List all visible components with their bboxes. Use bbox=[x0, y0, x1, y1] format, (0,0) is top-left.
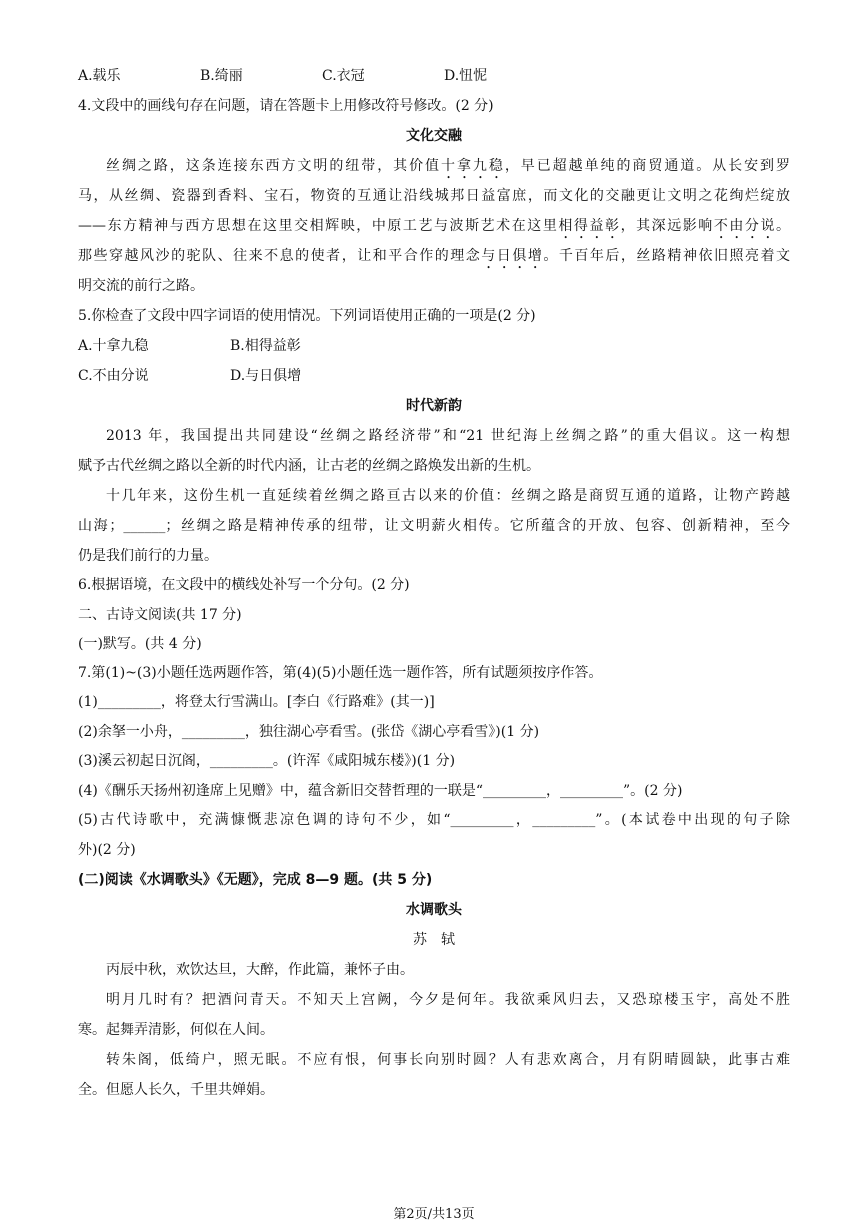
poem-stanza-2-line-1: 转朱阁，低绮户，照无眠。不应有恨，何事长向别时圆？人有悲欢离合，月有阴晴圆缺，此事古难 bbox=[106, 1052, 790, 1068]
q3-option-c: C.衣冠 bbox=[322, 68, 365, 84]
shidai-line-2: 赋予古代丝绸之路以全新的时代内涵，让古老的丝绸之路焕发出新的生机。 bbox=[78, 458, 540, 474]
dotted-word: 相得益彰 bbox=[558, 218, 621, 234]
question-7-4: (4)《酬乐天扬州初逢席上见赠》中，蕴含新旧交替哲理的一联是“_________，_________”。(2 分) bbox=[78, 783, 683, 799]
poem-stanza-1-line-1: 明月几时有？把酒问青天。不知天上宫阙，今夕是何年。我欲乘风归去，又恐琼楼玉宇，高处不胜 bbox=[106, 992, 790, 1008]
poem-stanza-2-line-2: 全。但愿人长久，千里共婵娟。 bbox=[78, 1082, 274, 1098]
text-run: 丝绸之路，这条连接东西方文明的纽带，其价值 bbox=[106, 158, 441, 174]
question-5: 5.你检查了文段中四字词语的使用情况。下列词语使用正确的一项是(2 分) bbox=[78, 308, 536, 324]
q5-option-c: C.不由分说 bbox=[78, 368, 149, 384]
part-2-heading: 二、古诗文阅读(共 17 分) bbox=[78, 607, 242, 623]
shidai-line-4: 山海；______；丝绸之路是精神传承的纽带，让文明薪火相传。它所蕴含的开放、包容、创新精神，至今 bbox=[78, 518, 790, 534]
question-7: 7.第(1)~(3)小题任选两题作答，第(4)(5)小题任选一题作答，所有试题须按序作答。 bbox=[78, 665, 603, 681]
dotted-word: 十拿九稳 bbox=[441, 158, 505, 174]
question-7-5: (5)古代诗歌中，充满慷慨悲凉色调的诗句不少，如“_________，_________”。(本试卷中出现的句子除 bbox=[78, 812, 790, 828]
dotted-word: 与日俱增 bbox=[481, 248, 544, 264]
question-7-1: (1)_________，将登太行雪满山。[李白《行路难》(其一)] bbox=[78, 694, 435, 710]
question-6: 6.根据语境，在文段中的横线处补写一个分句。(2 分) bbox=[78, 577, 410, 593]
q5-option-b: B.相得益彰 bbox=[230, 338, 301, 354]
q3-option-d: D.忸怩 bbox=[444, 68, 488, 84]
q5-option-a: A.十拿九稳 bbox=[78, 338, 149, 354]
poem-preface: 丙辰中秋，欢饮达旦，大醉，作此篇，兼怀子由。 bbox=[106, 962, 414, 978]
wenhua-line-2: 马，从丝绸、瓷器到香料、宝石，物资的互通让沿线城邦日益富庶，而文化的交融更让文明之花绚烂绽放 bbox=[78, 188, 790, 204]
text-run: ——东方精神与西方思想在这里交相辉映，中原工艺与波斯艺术在这里 bbox=[78, 218, 559, 234]
text-run: 。千百年后，丝路精神依旧照亮着文 bbox=[543, 248, 791, 264]
part-2-1-heading: (一)默写。(共 4 分) bbox=[78, 636, 202, 652]
text-run: ，早已超越单纯的商贸通道。从长安到罗 bbox=[504, 158, 791, 174]
dotted-word: 不由分说 bbox=[713, 218, 777, 234]
wenhua-line-1 bbox=[106, 156, 790, 182]
question-7-5-cont: 外)(2 分) bbox=[78, 842, 136, 858]
section-title-wenhua: 文化交融 bbox=[406, 128, 462, 144]
poem-stanza-1-line-2: 寒。起舞弄清影，何似在人间。 bbox=[78, 1022, 274, 1038]
question-4: 4.文段中的画线句存在问题，请在答题卡上用修改符号修改。(2 分) bbox=[78, 98, 494, 114]
wenhua-line-3 bbox=[78, 216, 790, 242]
poem-author: 苏 轼 bbox=[413, 932, 455, 948]
shidai-line-5: 仍是我们前行的力量。 bbox=[78, 548, 218, 564]
text-run: 。 bbox=[776, 218, 791, 234]
poem-title: 水调歌头 bbox=[406, 902, 462, 918]
page-footer: 第2页/共13页 bbox=[393, 1207, 475, 1222]
question-7-2: (2)余拏一小舟，_________，独往湖心亭看雪。(张岱《湖心亭看雪》)(1 分) bbox=[78, 724, 540, 740]
text-run: ，其深远影响 bbox=[620, 218, 714, 234]
q3-option-b: B.绮丽 bbox=[200, 68, 243, 84]
q3-option-a: A.载乐 bbox=[78, 68, 121, 84]
shidai-line-3: 十几年来，这份生机一直延续着丝绸之路亘古以来的价值：丝绸之路是商贸互通的道路，让物产跨越 bbox=[106, 488, 790, 504]
wenhua-line-5: 明交流的前行之路。 bbox=[78, 278, 204, 294]
shidai-line-1: 2013 年，我国提出共同建设“丝绸之路经济带”和“21 世纪海上丝绸之路”的重大倡议。这一构想 bbox=[106, 428, 790, 444]
q5-option-d: D.与日俱增 bbox=[230, 368, 302, 384]
question-7-3: (3)溪云初起日沉阁，_________。(许浑《咸阳城东楼》)(1 分) bbox=[78, 753, 456, 769]
part-2-2-heading: (二)阅读《水调歌头》《无题》，完成 8—9 题。(共 5 分) bbox=[78, 872, 433, 888]
wenhua-line-4 bbox=[78, 246, 790, 272]
section-title-shidai: 时代新韵 bbox=[406, 398, 462, 414]
text-run: 那些穿越风沙的驼队、往来不息的使者，让和平合作的理念 bbox=[78, 248, 482, 264]
